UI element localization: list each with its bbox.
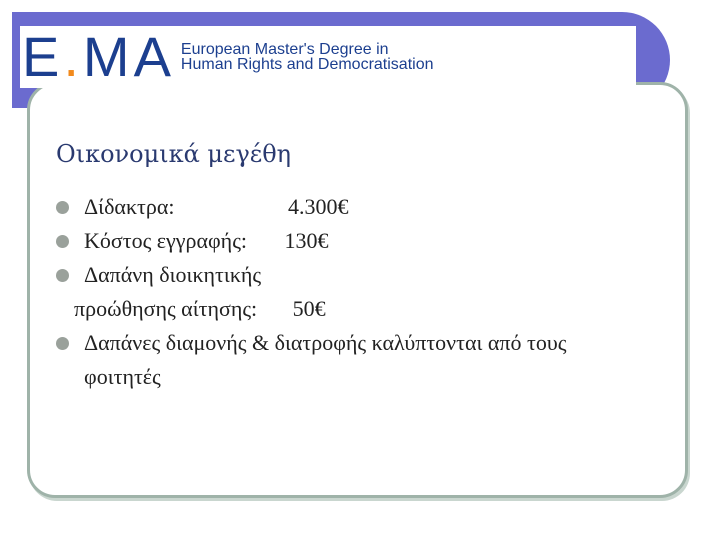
fees-list: [56, 190, 666, 394]
list-item: [56, 224, 666, 258]
bullet-icon: [56, 201, 69, 214]
item-label: Δαπάνες διαμονής & διατροφής καλύπτονται από τους: [84, 330, 567, 355]
item-amount: 130€: [284, 228, 329, 253]
item-amount: 50€: [292, 296, 326, 321]
list-item: [56, 190, 666, 224]
ema-logo: [20, 26, 636, 88]
list-item: [56, 258, 666, 326]
bullet-icon: [56, 269, 69, 282]
logo-mark: E.MA: [22, 25, 175, 88]
item-label: Κόστος εγγραφής:: [84, 228, 248, 253]
item-label: Δίδακτρα:: [84, 194, 175, 219]
item-label-cont: φοιτητές: [84, 364, 161, 389]
page-title: Οικονομικά μεγέθη: [56, 140, 292, 168]
bullet-icon: [56, 337, 69, 350]
bullet-icon: [56, 235, 69, 248]
item-label-cont: προώθησης αίτησης:: [74, 296, 258, 321]
list-item: [56, 326, 666, 394]
logo-line-2: Human Rights and Democratisation: [180, 56, 434, 73]
logo-line-1: European Master's Degree in: [180, 41, 389, 58]
logo-text: [181, 42, 434, 72]
item-label: Δαπάνη διοικητικής: [84, 262, 262, 287]
item-amount: 4.300€: [288, 194, 349, 219]
